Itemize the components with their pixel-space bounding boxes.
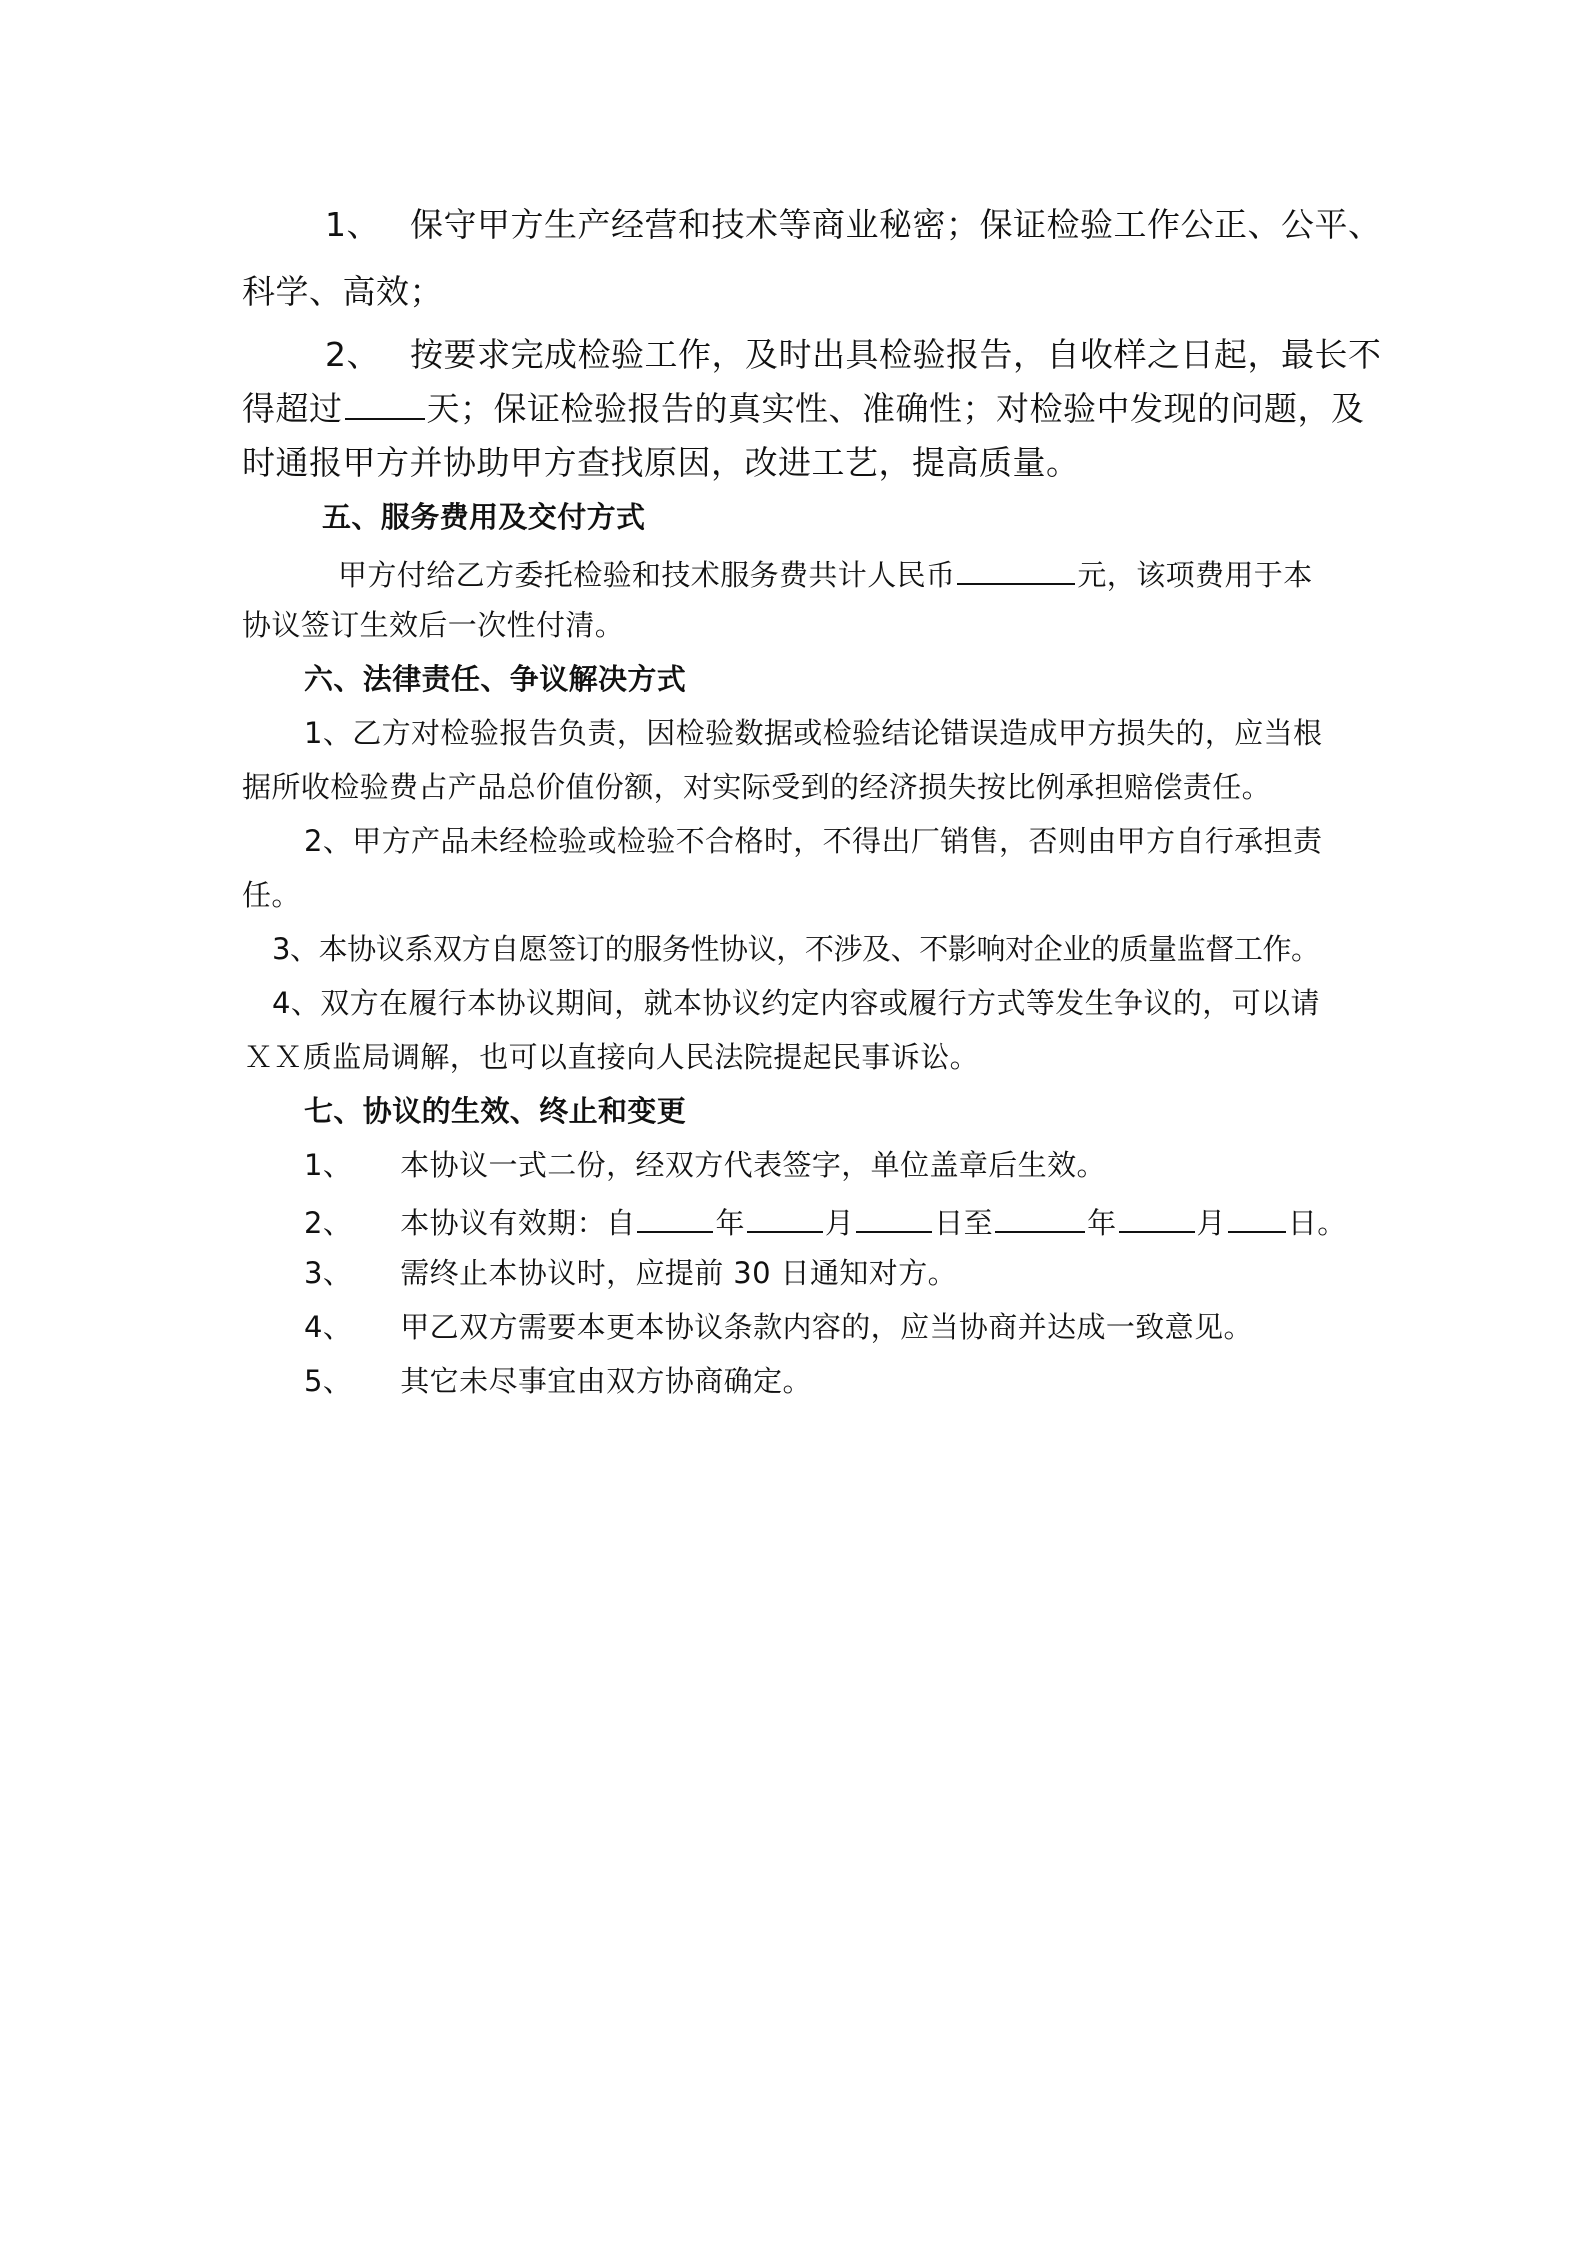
clause-text: 其它未尽事宜由双方协商确定。 [400,1364,812,1398]
section-5-heading [322,500,646,534]
start-year-blank[interactable] [637,1205,713,1233]
clause-number: 1、 [304,1148,353,1182]
clause-text: 1、乙方对检验报告负责，因检验数据或检验结论错误造成甲方损失的，应当根 [304,716,1323,750]
clause-2-line-1 [325,335,1382,374]
section-6-item-4-line-2 [244,1040,980,1074]
clause-1-line-1 [325,205,1382,244]
section-5-line-2 [242,608,625,642]
date-unit: 年 [715,1206,745,1240]
clause-text: 科学、高效； [242,272,443,311]
heading-text: 六、法律责任、争议解决方式 [304,662,687,696]
section-6-item-4-line-1 [272,986,1320,1020]
section-6-heading [304,662,687,696]
clause-number: 4、 [304,1310,353,1344]
clause-text: 3、本协议系双方自愿签订的服务性协议，不涉及、不影响对企业的质量监督工作。 [272,932,1320,966]
start-month-blank[interactable] [747,1205,823,1233]
fee-blank[interactable] [957,557,1075,585]
clause-text: 本协议一式二份，经双方代表签字，单位盖章后生效。 [400,1148,1106,1182]
section-7-item-5 [304,1364,812,1398]
clause-number: 5、 [304,1364,353,1398]
end-year-blank[interactable] [995,1205,1085,1233]
clause-text: 甲方付给乙方委托检验和技术服务费共计人民币 [338,558,956,592]
date-unit: 月 [824,1206,855,1240]
section-6-item-2-line-2 [242,878,301,912]
section-6-item-1-line-1 [304,716,1323,750]
end-month-blank[interactable] [1119,1205,1195,1233]
section-6-item-2-line-1 [304,824,1323,858]
end-day-blank[interactable] [1228,1205,1286,1233]
days-blank[interactable] [345,392,425,420]
date-unit: 日。 [1287,1206,1347,1240]
date-unit: 年 [1087,1206,1117,1240]
clause-text: 元，该项费用于本 [1077,558,1313,592]
clause-text: ＸＸ质监局调解，也可以直接向人民法院提起民事诉讼。 [244,1040,980,1074]
clause-number: 1、 [325,205,380,244]
section-6-item-1-line-2 [242,770,1272,804]
clause-2-line-2 [242,389,1365,428]
section-6-item-3 [272,932,1320,966]
date-unit: 月 [1196,1206,1226,1240]
clause-text: 协议签订生效后一次性付清。 [242,608,625,642]
clause-2-line-3 [242,443,1080,482]
clause-text: 需终止本协议时，应提前 30 日通知对方。 [400,1256,958,1290]
clause-text: 按要求完成检验工作，及时出具检验报告，自收样之日起，最长不 [410,335,1382,374]
clause-text: 时通报甲方并协助甲方查找原因，改进工艺，提高质量。 [242,443,1080,482]
section-7-heading [304,1094,687,1128]
clause-number: 2、 [304,1206,353,1240]
clause-text: 保守甲方生产经营和技术等商业秘密；保证检验工作公正、公平、 [410,205,1382,244]
start-day-blank[interactable] [856,1205,932,1233]
heading-text: 七、协议的生效、终止和变更 [304,1094,687,1128]
clause-text: 得超过 [242,389,343,428]
clause-text: 据所收检验费占产品总价值份额，对实际受到的经济损失按比例承担赔偿责任。 [242,770,1272,804]
date-unit: 日至 [934,1206,994,1240]
clause-text: 本协议有效期：自 [400,1206,636,1240]
section-7-item-1 [304,1148,1106,1182]
clause-number: 3、 [304,1256,353,1290]
clause-number: 2、 [325,335,380,374]
clause-text: 甲乙双方需要本更本协议条款内容的，应当协商并达成一致意见。 [400,1310,1253,1344]
section-7-item-4 [304,1310,1253,1344]
clause-text: 天；保证检验报告的真实性、准确性；对检验中发现的问题，及 [426,389,1365,428]
clause-text: 任。 [242,878,301,912]
clause-1-line-2 [242,272,443,311]
section-7-item-3 [304,1256,958,1290]
clause-text: 2、甲方产品未经检验或检验不合格时，不得出厂销售，否则由甲方自行承担责 [304,824,1323,858]
heading-text: 五、服务费用及交付方式 [322,500,646,534]
section-7-item-2 [304,1205,1347,1238]
section-5-line-1 [338,557,1313,590]
clause-text: 4、双方在履行本协议期间，就本协议约定内容或履行方式等发生争议的，可以请 [272,986,1320,1020]
